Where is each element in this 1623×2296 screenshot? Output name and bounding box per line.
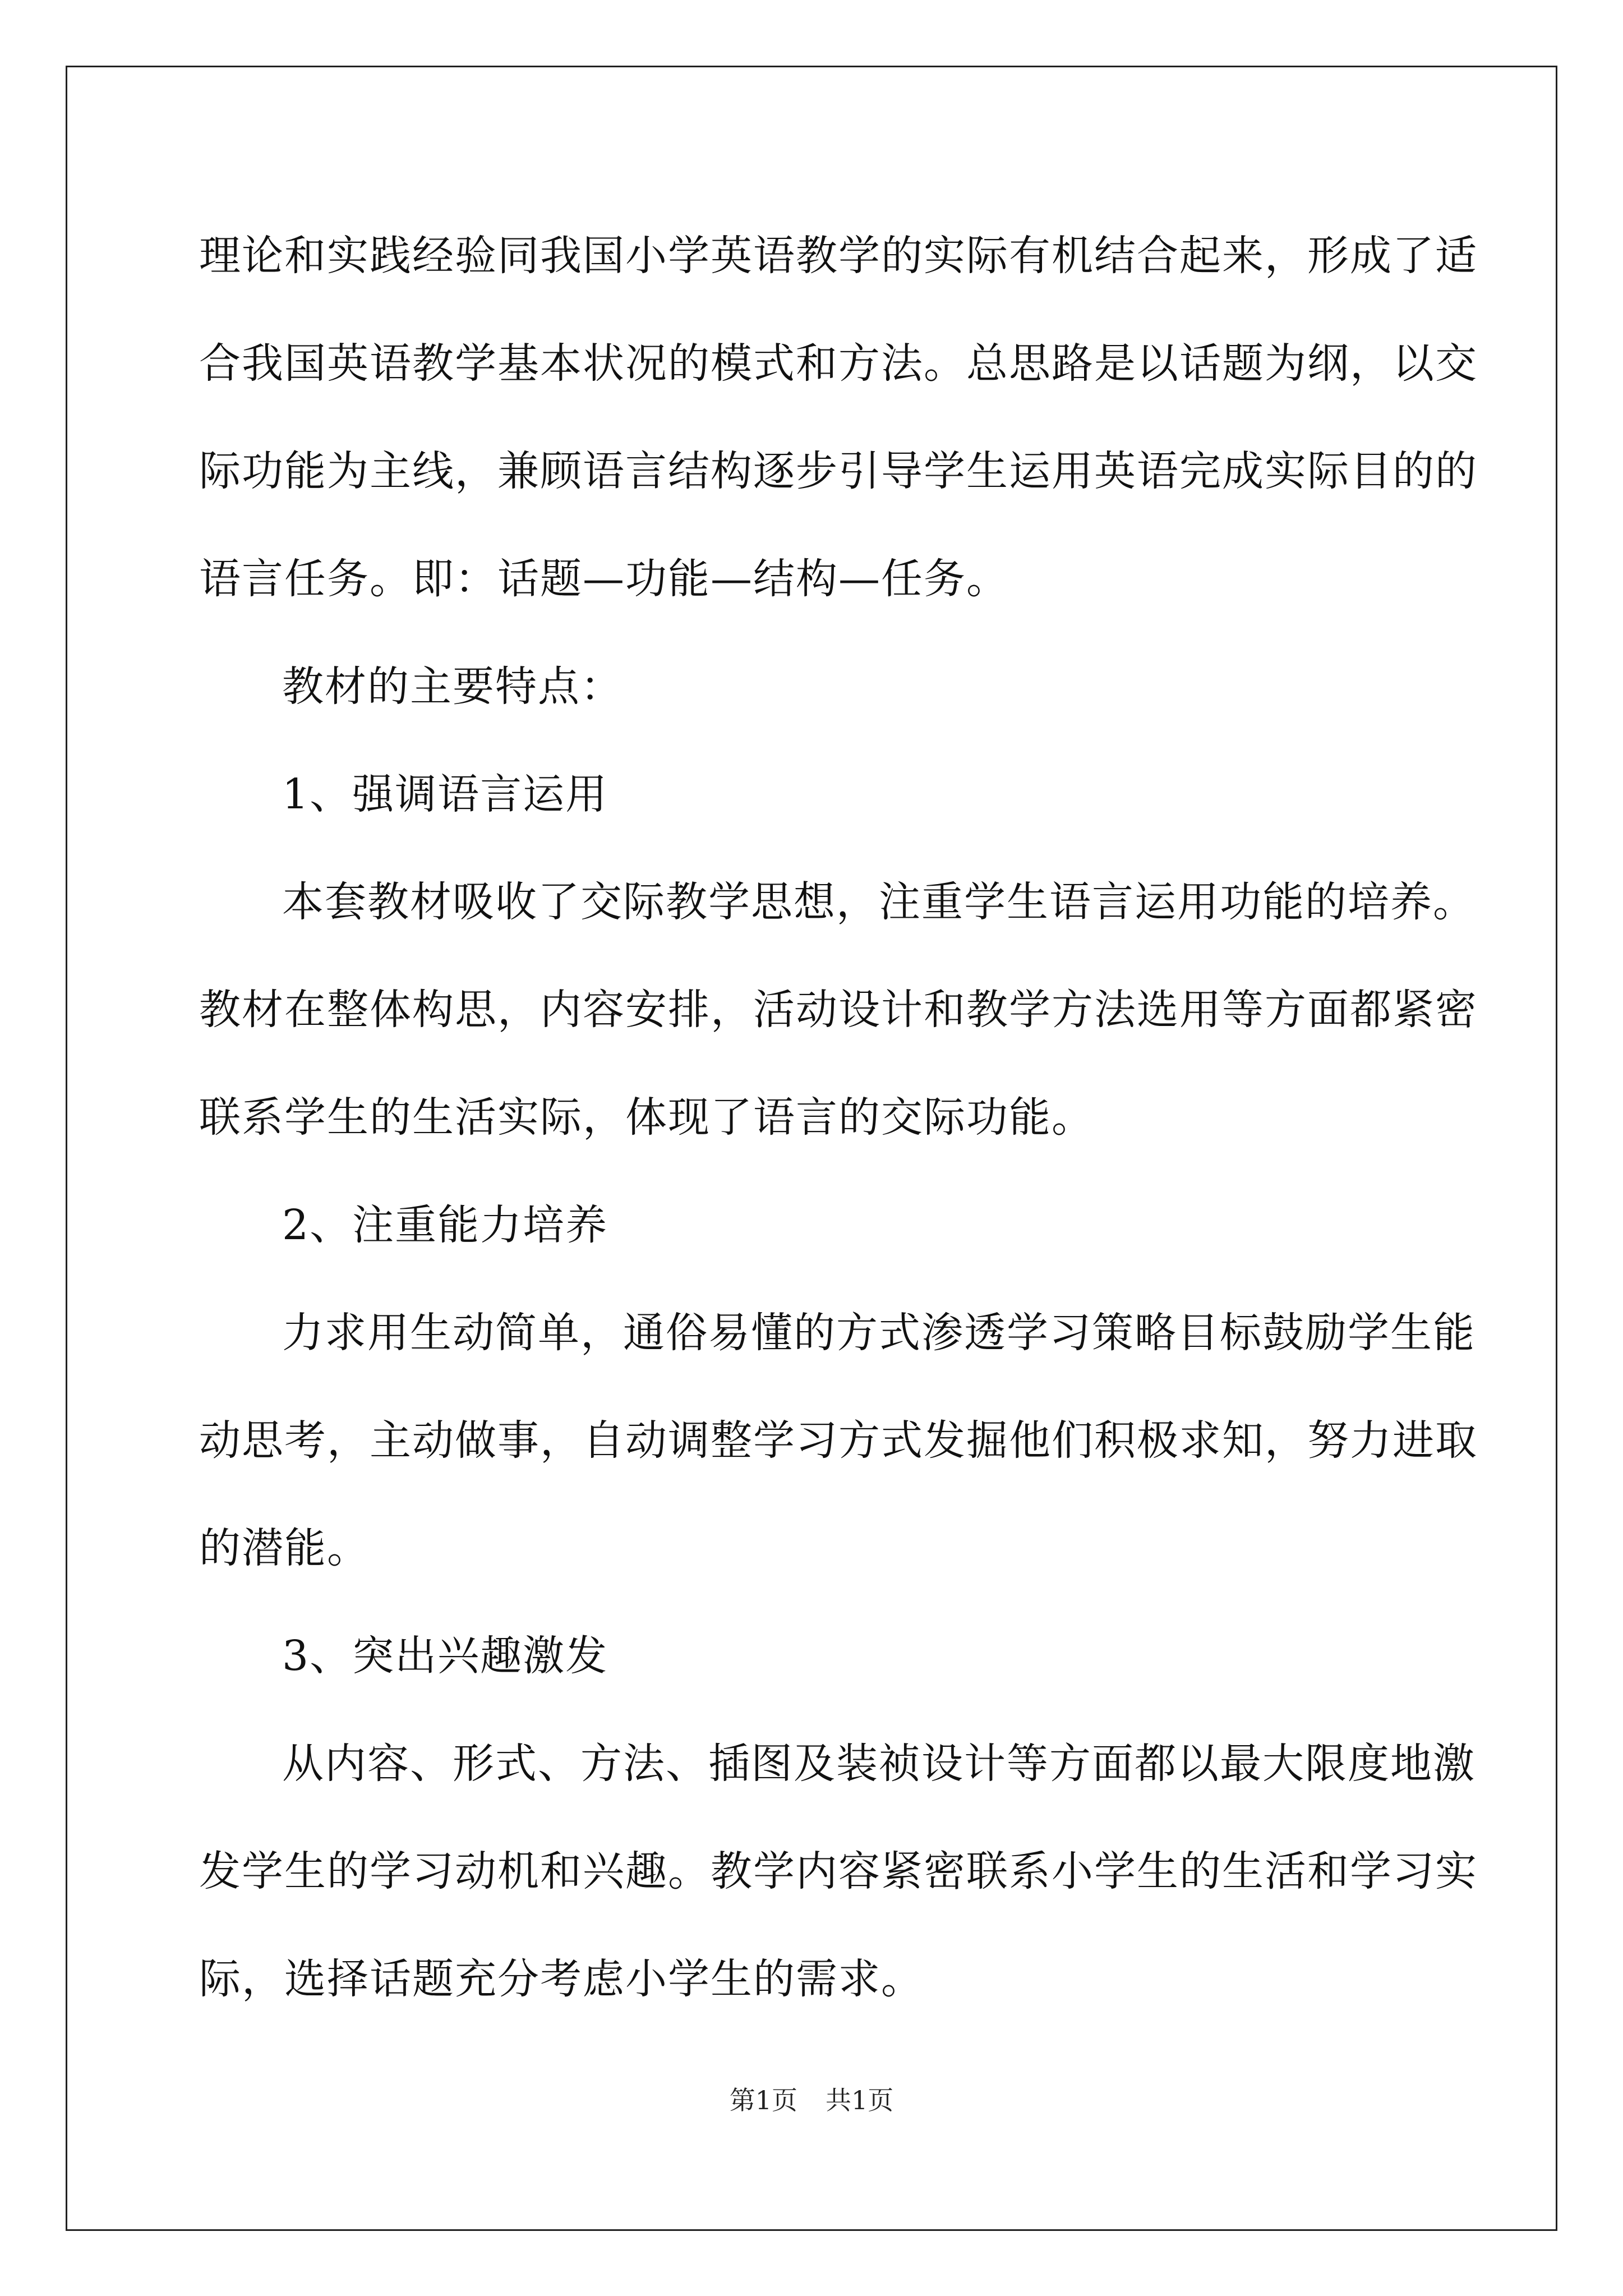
document-body [199,202,1478,2033]
section-heading-2: 2、注重能力培养 [282,1201,608,1249]
body-line: 联系学生的生活实际，体现了语言的交际功能。 [199,1093,1094,1142]
body-line: 发学生的学习动机和兴趣。教学内容紧密联系小学生的生活和学习实 [199,1847,1478,1895]
body-line: 的潜能。 [199,1524,370,1572]
section-heading-1: 1、强调语言运用 [282,770,608,818]
body-line: 教材在整体构思，内容安排，活动设计和教学方法选用等方面都紧密 [199,986,1478,1034]
body-line: 从内容、形式、方法、插图及装祯设计等方面都以最大限度地激 [282,1740,1476,1788]
page-total: 共1页 [826,2085,894,2115]
section-heading-3: 3、突出兴趣激发 [282,1632,608,1680]
page-footer [0,2080,1623,2117]
body-line: 动思考，主动做事，自动调整学习方式发掘他们积极求知，努力进取 [199,1416,1478,1465]
body-line: 本套教材吸收了交际教学思想，注重学生语言运用功能的培养。 [282,878,1476,926]
body-line: 理论和实践经验同我国小学英语教学的实际有机结合起来，形成了适 [199,232,1478,280]
section-intro: 教材的主要特点： [282,662,623,711]
body-line: 力求用生动简单，通俗易懂的方式渗透学习策略目标鼓励学生能 [282,1309,1476,1357]
page-number: 第1页 [729,2085,797,2115]
body-line: 语言任务。即：话题—功能—结构—任务。 [199,555,1009,603]
body-line: 际功能为主线，兼顾语言结构逐步引导学生运用英语完成实际目的的 [199,447,1478,495]
body-line: 际，选择话题充分考虑小学生的需求。 [199,1955,924,2003]
body-line: 合我国英语教学基本状况的模式和方法。总思路是以话题为纲，以交 [199,339,1478,388]
